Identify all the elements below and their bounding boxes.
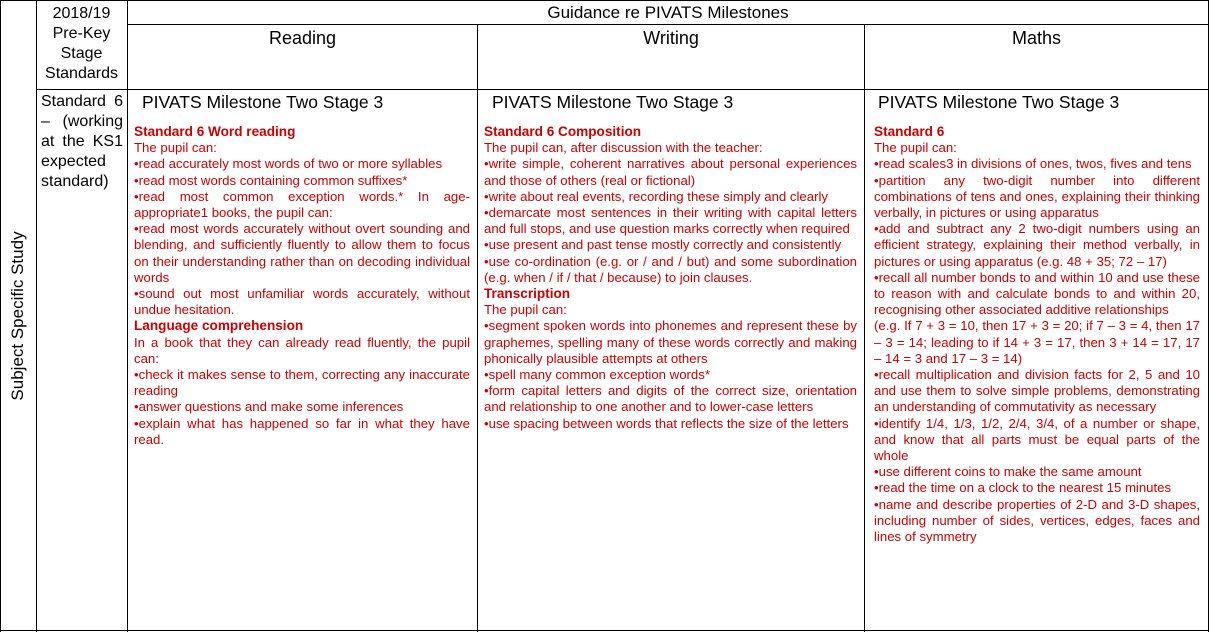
writing-milestone-title: PIVATS Milestone Two Stage 3 xyxy=(492,92,734,112)
maths-heading-standard: Standard 6 xyxy=(874,124,945,139)
reading-item: • read accurately most words of two or more syllables xyxy=(134,156,470,172)
reading-item: • read most words containing common suffixes* xyxy=(134,173,470,189)
maths-item: • recall all number bonds to and within 10 and use these to reason with and calculate bonds to and within 20, recognising other associated additive relationships xyxy=(874,270,1200,319)
maths-item: • read scales3 in divisions of ones, twos, fives and tens xyxy=(874,156,1200,172)
maths-item: • read the time on a clock to the nearest 15 minutes xyxy=(874,480,1200,496)
writing-intro: The pupil can, after discussion with the teacher: xyxy=(484,140,763,156)
reading-item: • check it makes sense to them, correcting any inaccurate reading xyxy=(134,367,470,399)
writing-item: • write about real events, recording these simply and clearly xyxy=(484,189,857,205)
maths-item: • identify 1/4, 1/3, 1/2, 2/4, 3/4, of a number or shape, and know that all parts must be equal parts of the whole xyxy=(874,416,1200,465)
writing-heading-transcription: Transcription xyxy=(484,286,571,302)
reading-heading-word-reading: Standard 6 Word reading xyxy=(134,124,296,139)
reading-milestone-title: PIVATS Milestone Two Stage 3 xyxy=(142,92,384,112)
writing-heading-composition: Standard 6 Composition xyxy=(484,124,642,139)
writing-item: • spell many common exception words* xyxy=(484,367,857,383)
writing-item: • write simple, coherent narratives about personal experiences and those of others (real or fictional) xyxy=(484,156,857,188)
writing-item: • segment spoken words into phonemes and represent these by graphemes, spelling many of these words correctly and making phonically plausible attempts at others xyxy=(484,318,857,367)
writing-intro-2: The pupil can: xyxy=(484,302,567,318)
writing-cell xyxy=(484,92,857,432)
reading-item: • read most words accurately without overt sounding and blending, and sufficiently fluently to allow them to focus on their understanding rather than on decoding individual words xyxy=(134,221,470,286)
divider-year xyxy=(127,0,128,632)
reading-header: Reading xyxy=(268,28,337,48)
reading-intro-2: In a book that they can already read fluently, the pupil can: xyxy=(134,334,470,366)
maths-milestone-title: PIVATS Milestone Two Stage 3 xyxy=(878,92,1120,112)
maths-example: (e.g. If 7 + 3 = 10, then 17 + 3 = 20; if 7 – 3 = 4, then 17 – 3 = 14; leading to if 14 + 3 = 17, then 3 + 14 = 17, 17 – 14 = 3 and 17 – 3 = 14) xyxy=(874,318,1200,366)
writing-item: • use spacing between words that reflects the size of the letters xyxy=(484,416,857,432)
reading-item: • read most common exception words.* In age-appropriate1 books, the pupil can: xyxy=(134,189,470,221)
reading-item: • sound out most unfamiliar words accurately, without undue hesitation. xyxy=(134,286,470,318)
reading-item: • explain what has happened so far in what they have read. xyxy=(134,416,470,448)
writing-header: Writing xyxy=(643,28,699,48)
reading-cell xyxy=(134,92,470,448)
maths-item: • partition any two-digit number into different combinations of tens and ones, explaining their thinking verbally, in pictures or using apparatus xyxy=(874,173,1200,222)
side-label xyxy=(0,0,36,632)
reading-item: • answer questions and make some inferences xyxy=(134,399,470,415)
divider-reading-writing xyxy=(477,24,478,632)
maths-item: • use different coins to make the same amount xyxy=(874,464,1200,480)
writing-item: • use present and past tense mostly correctly and consistently xyxy=(484,237,857,253)
table-border-bottom xyxy=(0,630,1209,631)
divider-side xyxy=(36,0,37,632)
reading-intro: The pupil can: xyxy=(134,140,217,156)
maths-item: • recall multiplication and division facts for 2, 5 and 10 and use them to solve simple problems, demonstrating an understanding of commutativity as necessary xyxy=(874,367,1200,416)
maths-cell xyxy=(874,92,1200,545)
reading-heading-comprehension: Language comprehension xyxy=(134,318,304,334)
maths-header: Maths xyxy=(1011,28,1062,48)
side-label-text: Subject Specific Study xyxy=(8,231,27,401)
divider-guidance xyxy=(127,24,1209,25)
table-border-top xyxy=(0,0,1209,1)
writing-item: • form capital letters and digits of the correct size, orientation and relationship to one another and to lower-case letters xyxy=(484,383,857,415)
maths-item: • name and describe properties of 2-D and 3-D shapes, including number of sides, vertices, edges, faces and lines of symmetry xyxy=(874,497,1200,546)
standard-label: Standard 6 – (working at the KS1 expected standard) xyxy=(41,93,123,190)
writing-item: • demarcate most sentences in their writing with capital letters and full stops, and use question marks correctly when required xyxy=(484,205,857,237)
maths-intro: The pupil can: xyxy=(874,140,957,156)
divider-writing-maths xyxy=(864,24,865,632)
writing-item: • use co-ordination (e.g. or / and / but) and some subordination (e.g. when / if / that / because) to join clauses. xyxy=(484,254,857,286)
maths-item: • add and subtract any 2 two-digit numbers using an efficient strategy, explaining their method verbally, in pictures or using apparatus (e.g. 48 + 35; 72 – 17) xyxy=(874,221,1200,270)
divider-header-body xyxy=(36,89,1209,90)
year-column-header: 2018/19 Pre-Key Stage Standards xyxy=(45,5,118,82)
guidance-header: Guidance re PIVATS Milestones xyxy=(547,3,789,22)
